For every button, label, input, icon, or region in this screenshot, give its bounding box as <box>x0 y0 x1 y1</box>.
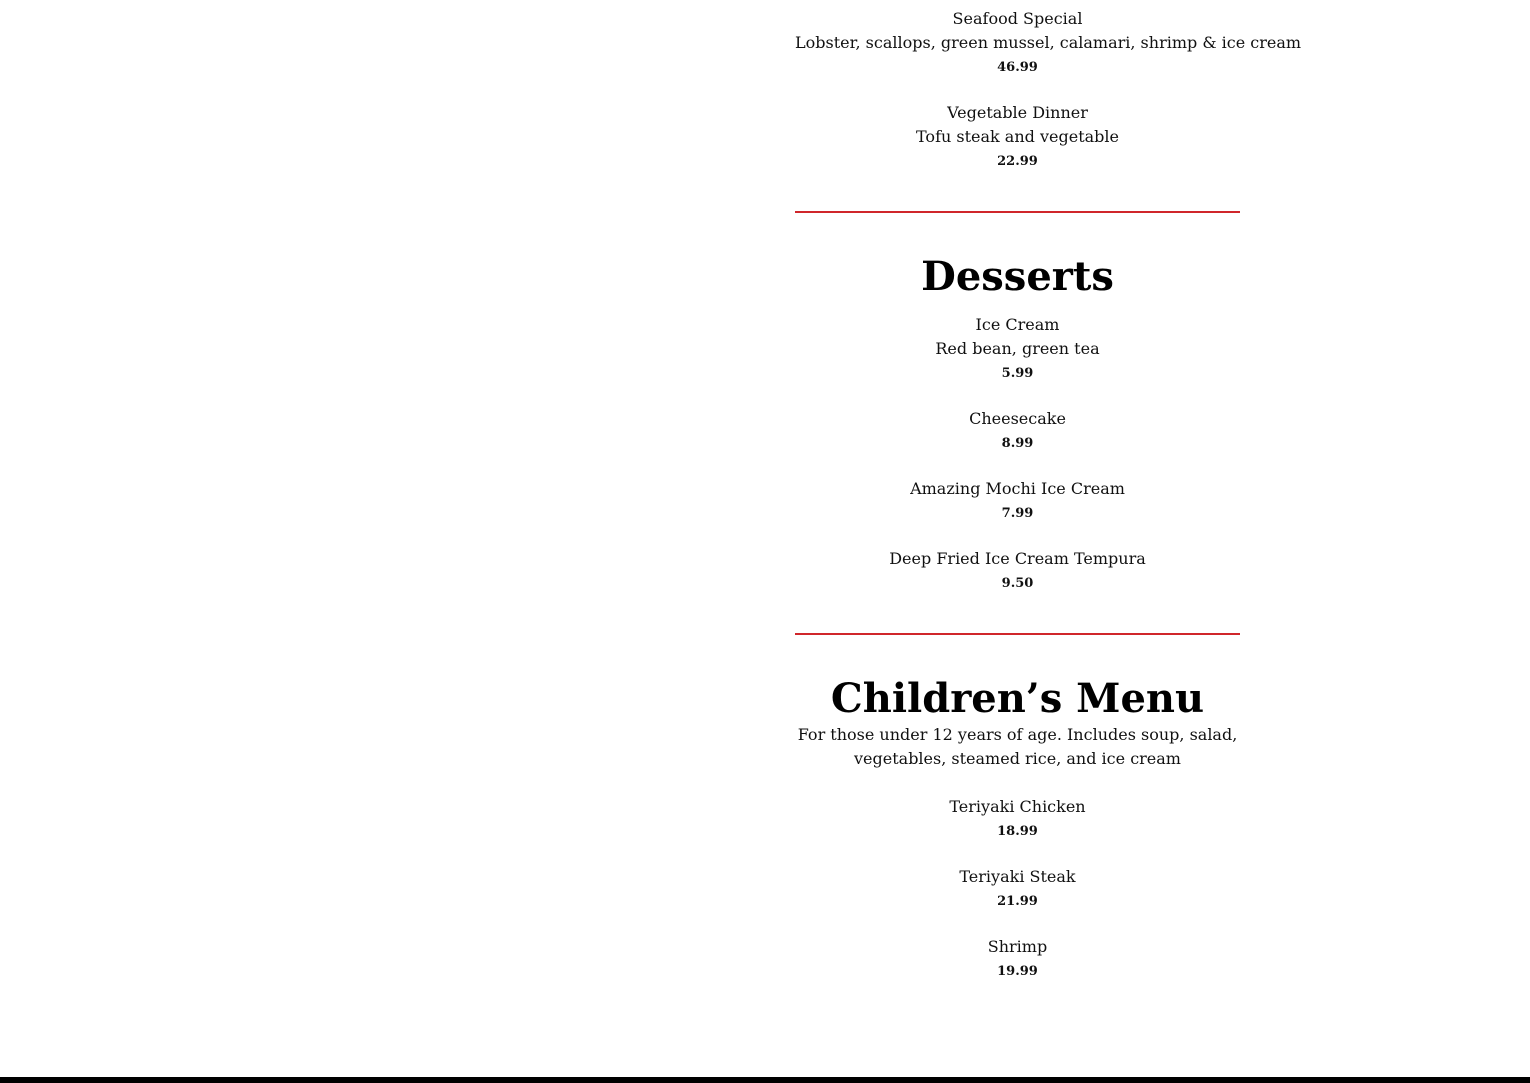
item-name: Ice Cream <box>975 315 1060 334</box>
section-title-childrens-menu: Children’s Menu <box>830 675 1205 722</box>
item-name: Seafood Special <box>952 9 1083 28</box>
menu-item-cheesecake <box>795 407 1240 457</box>
item-price: 7.99 <box>1001 506 1034 521</box>
item-name: Teriyaki Steak <box>959 867 1076 886</box>
section-note-line-2: vegetables, steamed rice, and ice cream <box>854 749 1181 768</box>
item-description: Lobster, scallops, green mussel, calamari, shrimp & ice cream <box>795 33 1302 52</box>
menu-item-ice-cream-tempura <box>795 547 1240 597</box>
item-price: 21.99 <box>997 894 1038 909</box>
bottom-bar <box>0 1077 1530 1083</box>
section-title-desserts: Desserts <box>921 253 1114 300</box>
item-name: Vegetable Dinner <box>947 103 1088 122</box>
item-price: 18.99 <box>997 824 1038 839</box>
menu-item-seafood-special <box>795 7 1302 81</box>
menu-item-teriyaki-chicken <box>795 795 1240 845</box>
section-divider <box>795 633 1240 635</box>
menu-item-vegetable-dinner <box>795 101 1240 175</box>
item-name: Deep Fried Ice Cream Tempura <box>889 549 1146 568</box>
item-price: 5.99 <box>1001 366 1034 381</box>
item-price: 46.99 <box>997 60 1038 75</box>
item-price: 22.99 <box>997 154 1038 169</box>
item-price: 19.99 <box>997 964 1038 979</box>
item-description: Tofu steak and vegetable <box>916 127 1119 146</box>
menu-column <box>795 0 1302 985</box>
section-divider <box>795 211 1240 213</box>
item-name: Shrimp <box>987 937 1048 956</box>
menu-item-mochi-ice-cream <box>795 477 1240 527</box>
item-name: Teriyaki Chicken <box>949 797 1086 816</box>
item-name: Amazing Mochi Ice Cream <box>910 479 1125 498</box>
item-price: 9.50 <box>1001 576 1034 591</box>
menu-item-teriyaki-steak <box>795 865 1240 915</box>
item-name: Cheesecake <box>969 409 1066 428</box>
menu-item-ice-cream <box>795 313 1240 387</box>
section-note-line-1: For those under 12 years of age. Includes soup, salad, <box>797 725 1238 744</box>
item-description: Red bean, green tea <box>935 339 1100 358</box>
item-price: 8.99 <box>1001 436 1034 451</box>
menu-item-shrimp <box>795 935 1240 985</box>
